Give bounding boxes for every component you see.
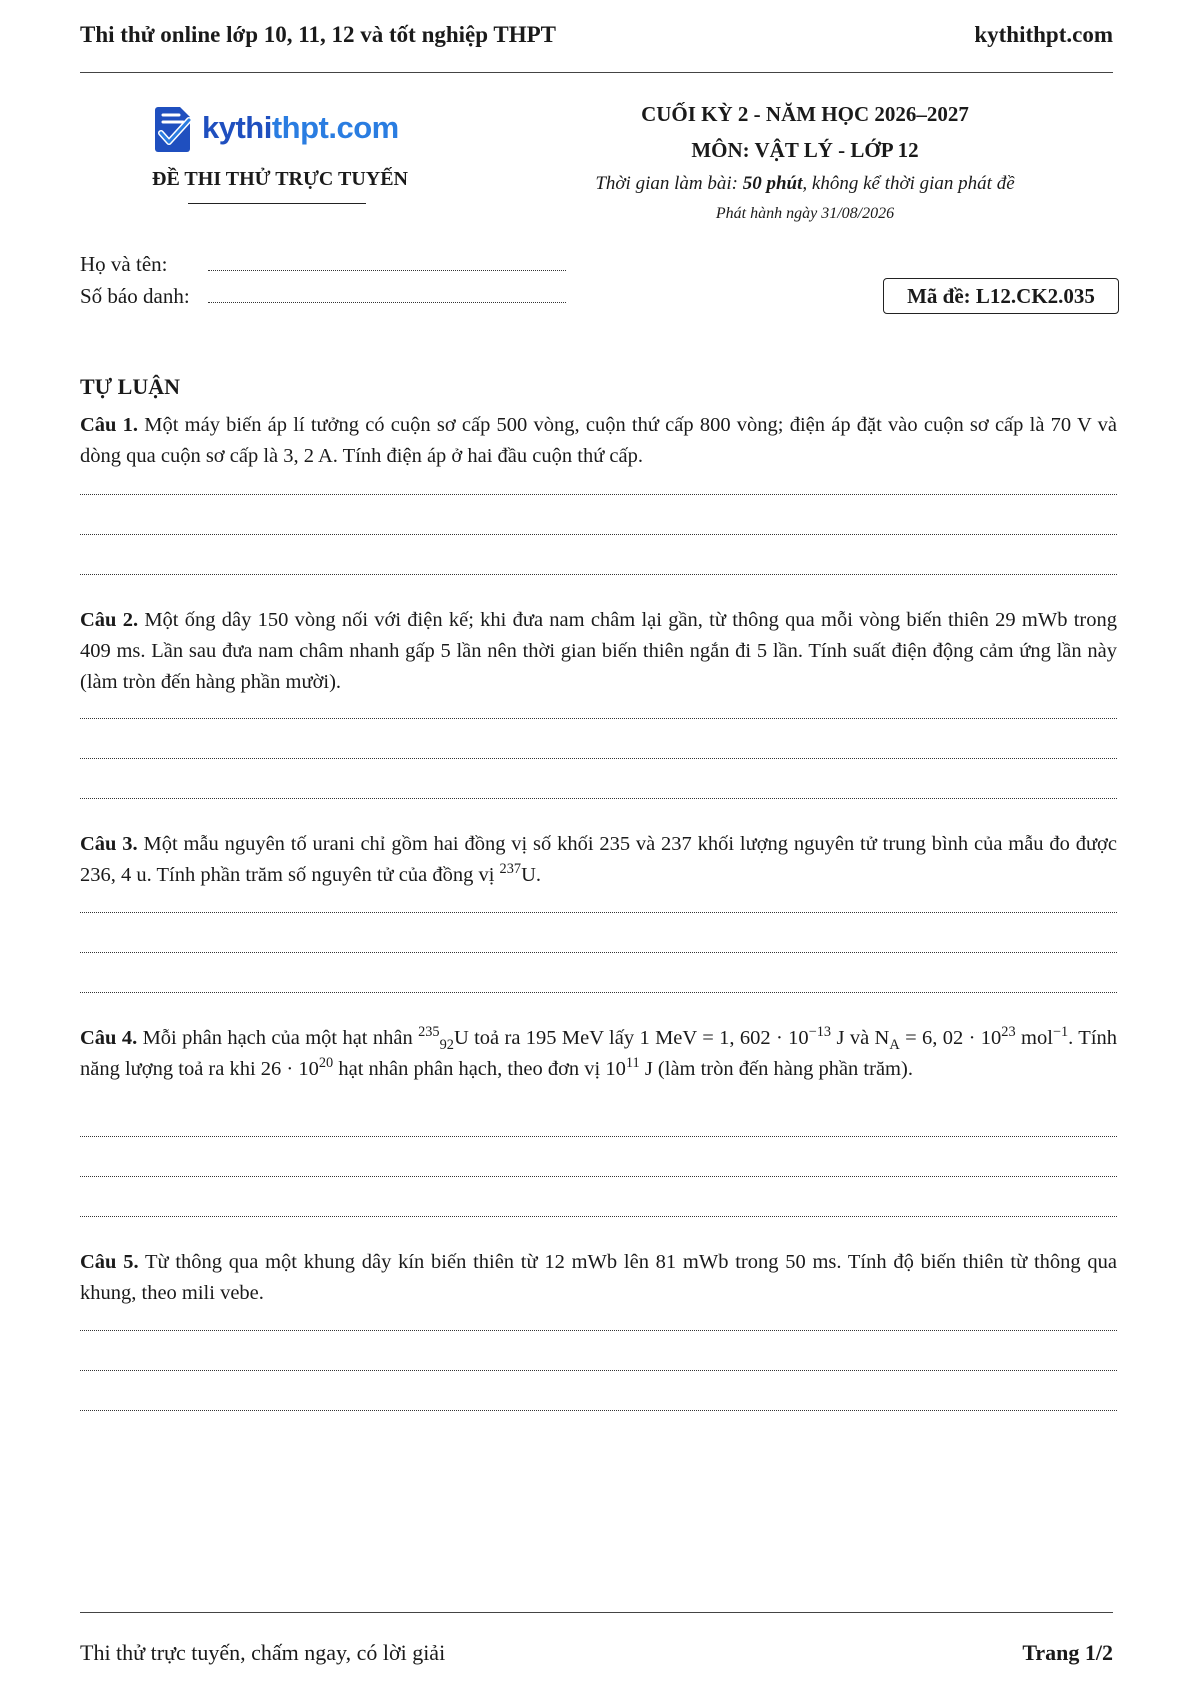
duration-prefix: Thời gian làm bài: (595, 173, 743, 194)
question-text: Mỗi phân hạch của một hạt nhân (142, 1027, 419, 1049)
name-field-row (80, 252, 566, 277)
logo-wordmark (202, 110, 399, 146)
question-5 (80, 1247, 1117, 1309)
release-date: Phát hành ngày 31/08/2026 (715, 205, 895, 222)
question-4 (80, 1023, 1117, 1085)
answer-line[interactable] (80, 1370, 1117, 1371)
question-text: mol (1015, 1027, 1053, 1049)
footer-divider (80, 1612, 1113, 1613)
exam-subject-title: MÔN: VẬT LÝ - LỚP 12 (691, 138, 919, 162)
question-text: hạt nhân phân hạch, theo đơn vị 10 (333, 1058, 626, 1080)
student-id-field-row (80, 284, 566, 309)
answer-line[interactable] (80, 798, 1117, 799)
question-number: Câu 1. (80, 414, 139, 436)
header-divider (80, 72, 1113, 73)
atomic-number: 92 (439, 1037, 454, 1054)
question-text: J và N (831, 1027, 890, 1049)
name-label: Họ và tên: (80, 252, 168, 276)
footer-tagline: Thi thử trực tuyến, chấm ngay, có lời giải (80, 1640, 446, 1665)
mock-exam-label: ĐỀ THI THỬ TRỰC TUYẾN (152, 168, 408, 190)
exam-duration (545, 168, 1065, 200)
question-3 (80, 829, 1117, 891)
answer-line[interactable] (80, 992, 1117, 993)
question-text-end: U. (521, 864, 541, 886)
question-text: . Tính năng lượng toả ra khi 26 · 10 (80, 1027, 1118, 1080)
answer-line[interactable] (80, 1330, 1117, 1331)
exam-code-box: Mã đề: L12.CK2.035 (883, 278, 1119, 314)
question-number: Câu 5. (80, 1251, 139, 1273)
question-number: Câu 3. (80, 833, 138, 855)
duration-suffix: , không kể thời gian phát đề (802, 173, 1015, 194)
answer-line[interactable] (80, 912, 1117, 913)
mass-number: 235 (418, 1024, 440, 1041)
answer-line[interactable] (80, 718, 1117, 719)
logo-checklist-icon (152, 103, 196, 153)
question-number: Câu 2. (80, 609, 139, 631)
exam-heading (545, 96, 1065, 228)
question-text: Từ thông qua một khung dây kín biến thiên từ 12 mWb lên 81 mWb trong 50 ms. Tính độ biến thiên từ thông qua khung, theo mili vebe. (80, 1251, 1117, 1304)
question-2 (80, 605, 1117, 698)
answer-line[interactable] (80, 494, 1117, 495)
subscript: A (889, 1037, 900, 1054)
exponent: −13 (808, 1024, 832, 1041)
exam-term-title: CUỐI KỲ 2 - NĂM HỌC 2026–2027 (641, 102, 969, 126)
exponent: −1 (1052, 1024, 1069, 1041)
name-blank[interactable] (208, 256, 566, 271)
mock-exam-underline (188, 203, 366, 204)
header-site-tagline: Thi thử online lớp 10, 11, 12 và tốt nghiệp THPT (80, 22, 556, 47)
answer-line[interactable] (80, 952, 1117, 953)
mass-number: 237 (499, 861, 522, 878)
exponent: 11 (625, 1055, 640, 1072)
header-site-url: kythithpt.com (974, 22, 1113, 47)
answer-line[interactable] (80, 574, 1117, 575)
logo-text-part1: kythi (202, 110, 272, 145)
answer-line[interactable] (80, 534, 1117, 535)
page-number: Trang 1/2 (1022, 1640, 1113, 1665)
question-number: Câu 4. (80, 1027, 138, 1049)
answer-line[interactable] (80, 1176, 1117, 1177)
question-text: Một máy biến áp lí tưởng có cuộn sơ cấp 500 vòng, cuộn thứ cấp 800 vòng; điện áp đặt vào cuộn sơ cấp là 70 V và dòng qua cuộn sơ cấp là 3, 2 A. Tính điện áp ở hai đầu cuộn thứ cấp. (80, 414, 1117, 467)
question-text: J (làm tròn đến hàng phần trăm). (639, 1058, 913, 1080)
logo-text-part2: thpt.com (271, 110, 399, 145)
question-text: = 6, 02 · 10 (899, 1027, 1002, 1049)
student-id-label: Số báo danh: (80, 284, 190, 308)
question-text: Một ống dây 150 vòng nối với điện kế; khi đưa nam châm lại gần, từ thông qua mỗi vòng biến thiên 29 mWb trong 409 ms. Lần sau đưa nam châm nhanh gấp 5 lần nên thời gian biến thiên ngắn đi 5 lần. Tính suất điện động cảm ứng lần này (làm tròn đến hàng phần mười). (80, 609, 1117, 693)
exponent: 20 (318, 1055, 334, 1072)
section-title: TỰ LUẬN (80, 374, 181, 399)
question-1 (80, 410, 1117, 472)
duration-value: 50 phút (742, 173, 803, 194)
exponent: 23 (1001, 1024, 1016, 1041)
question-text: U toả ra 195 MeV lấy 1 MeV = 1, 602 · 10 (453, 1027, 809, 1049)
answer-line[interactable] (80, 1410, 1117, 1411)
answer-line[interactable] (80, 1216, 1117, 1217)
site-logo (152, 100, 412, 156)
question-text: Một mẫu nguyên tố urani chỉ gồm hai đồng vị số khối 235 và 237 khối lượng nguyên tử trung bình của mẫu đo được 236, 4 u. Tính phần trăm số nguyên tử của đồng vị (80, 833, 1117, 886)
student-id-blank[interactable] (208, 288, 566, 303)
answer-line[interactable] (80, 1136, 1117, 1137)
answer-line[interactable] (80, 758, 1117, 759)
